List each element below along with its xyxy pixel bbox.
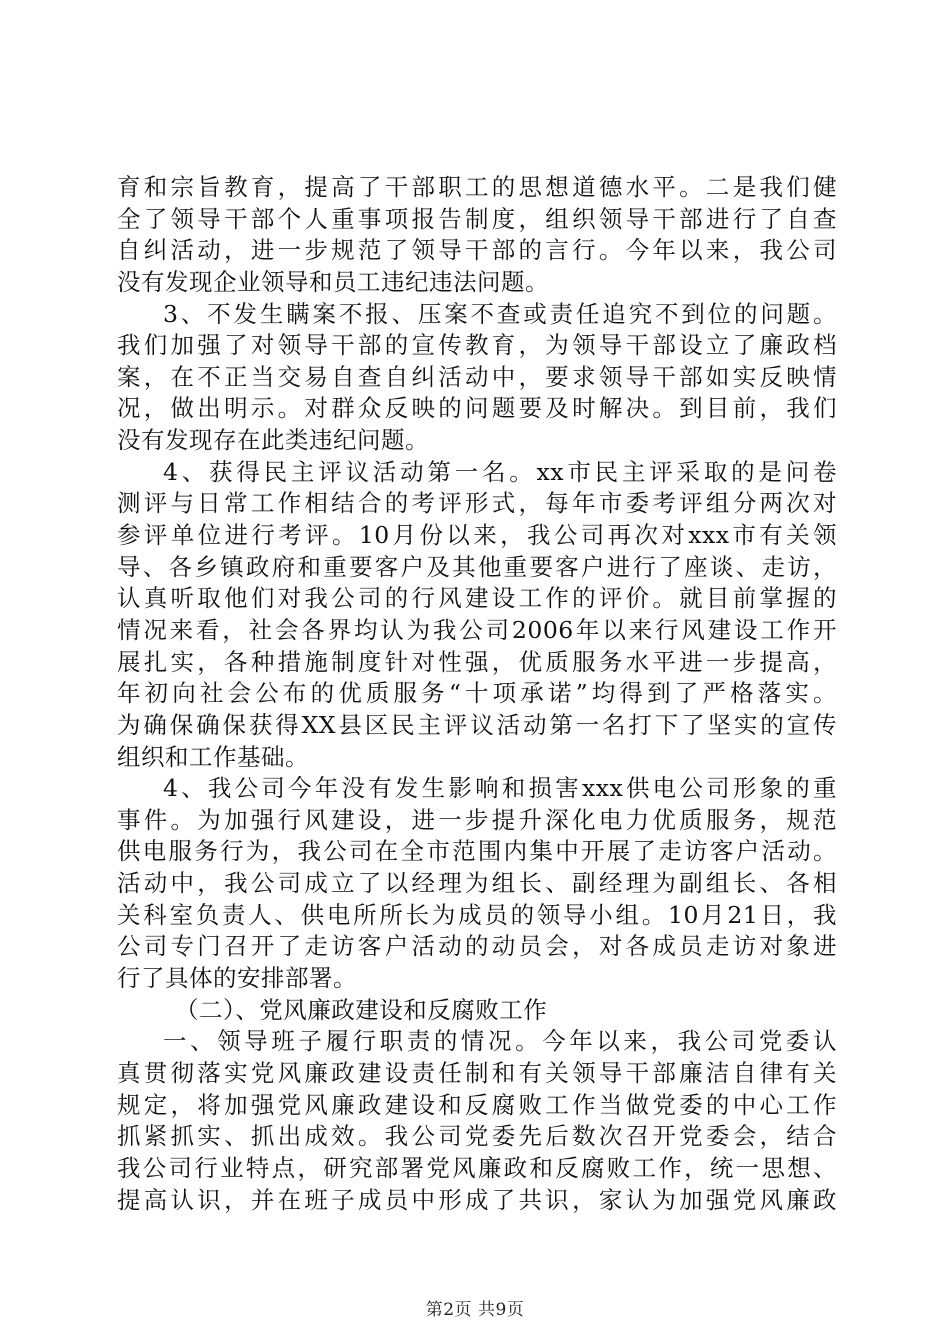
text-line: 年初向社会公布的优质服务“十项承诺”均得到了严格落实。 — [117, 679, 837, 708]
text-line: 抓紧抓实、抓出成效。我公司党委先后数次召开党委会，结合 — [117, 1122, 837, 1151]
text-line: 自纠活动，进一步规范了领导干部的言行。今年以来，我公司 — [117, 236, 837, 265]
text-line: 育和宗旨教育，提高了干部职工的思想道德水平。二是我们健 — [117, 173, 837, 201]
text-line: 况，做出明示。对群众反映的问题要及时解决。到目前，我们 — [117, 394, 837, 423]
text-line: 规定，将加强党风廉政建设和反腐败工作当做党委的中心工作 — [117, 1090, 837, 1119]
paragraph-start-line: 一、领导班子履行职责的情况。今年以来，我公司党委认 — [163, 1027, 837, 1056]
text-line: 活动中，我公司成立了以经理为组长、副经理为副组长、各相 — [117, 869, 837, 898]
text-line: 导、各乡镇政府和重要客户及其他重要客户进行了座谈、走访， — [117, 552, 837, 581]
text-line: 认真听取他们对我公司的行风建设工作的评价。就目前掌握的 — [117, 584, 837, 613]
text-line: 供电服务行为，我公司在全市范围内集中开展了走访客户活动。 — [117, 837, 837, 866]
text-line: 事件。为加强行风建设，进一步提升深化电力优质服务，规范 — [117, 805, 837, 834]
text-line: 我公司行业特点，研究部署党风廉政和反腐败工作，统一思想、 — [117, 1153, 837, 1182]
section-heading: （二）、党风廉政建设和反腐败工作 — [175, 995, 548, 1024]
text-line: 案，在不正当交易自查自纠活动中，要求领导干部如实反映情 — [117, 362, 837, 391]
text-line: 公司专门召开了走访客户活动的动员会，对各成员走访对象进 — [117, 932, 837, 961]
text-line: 组织和工作基础。 — [117, 742, 309, 771]
paragraph-start-line: 3、不发生瞒案不报、压案不查或责任追究不到位的问题。 — [163, 299, 837, 328]
paragraph-start-line: 4、获得民主评议活动第一名。xx市民主评采取的是问卷 — [163, 457, 837, 486]
text-line: 我们加强了对领导干部的宣传教育，为领导干部设立了廉政档 — [117, 331, 837, 360]
document-body — [117, 172, 837, 1216]
page-number-footer: 第2页 共9页 — [425, 1300, 525, 1320]
text-line: 为确保确保获得XX县区民主评议活动第一名打下了坚实的宣传 — [117, 710, 837, 739]
text-line: 提高认识，并在班子成员中形成了共识，家认为加强党风廉政 — [117, 1185, 837, 1214]
text-line: 没有发现企业领导和员工违纪违法问题。 — [117, 267, 549, 296]
text-line: 关科室负责人、供电所所长为成员的领导小组。10月21日，我 — [117, 900, 837, 929]
text-line: 情况来看，社会各界均认为我公司2006年以来行风建设工作开 — [117, 615, 837, 644]
text-line: 真贯彻落实党风廉政建设责任制和有关领导干部廉洁自律有关 — [117, 1058, 837, 1087]
text-line: 没有发现存在此类违纪问题。 — [117, 426, 429, 455]
text-line: 行了具体的安排部署。 — [117, 964, 357, 993]
text-line: 全了领导干部个人重事项报告制度，组织领导干部进行了自查 — [117, 204, 837, 233]
paragraph-start-line: 4、我公司今年没有发生影响和损害xxx供电公司形象的重 — [163, 774, 837, 803]
text-line: 展扎实，各种措施制度针对性强，优质服务水平进一步提高， — [117, 647, 837, 676]
text-line: 参评单位进行考评。10月份以来，我公司再次对xxx市有关领 — [117, 521, 837, 550]
text-line: 测评与日常工作相结合的考评形式，每年市委考评组分两次对 — [117, 489, 837, 518]
